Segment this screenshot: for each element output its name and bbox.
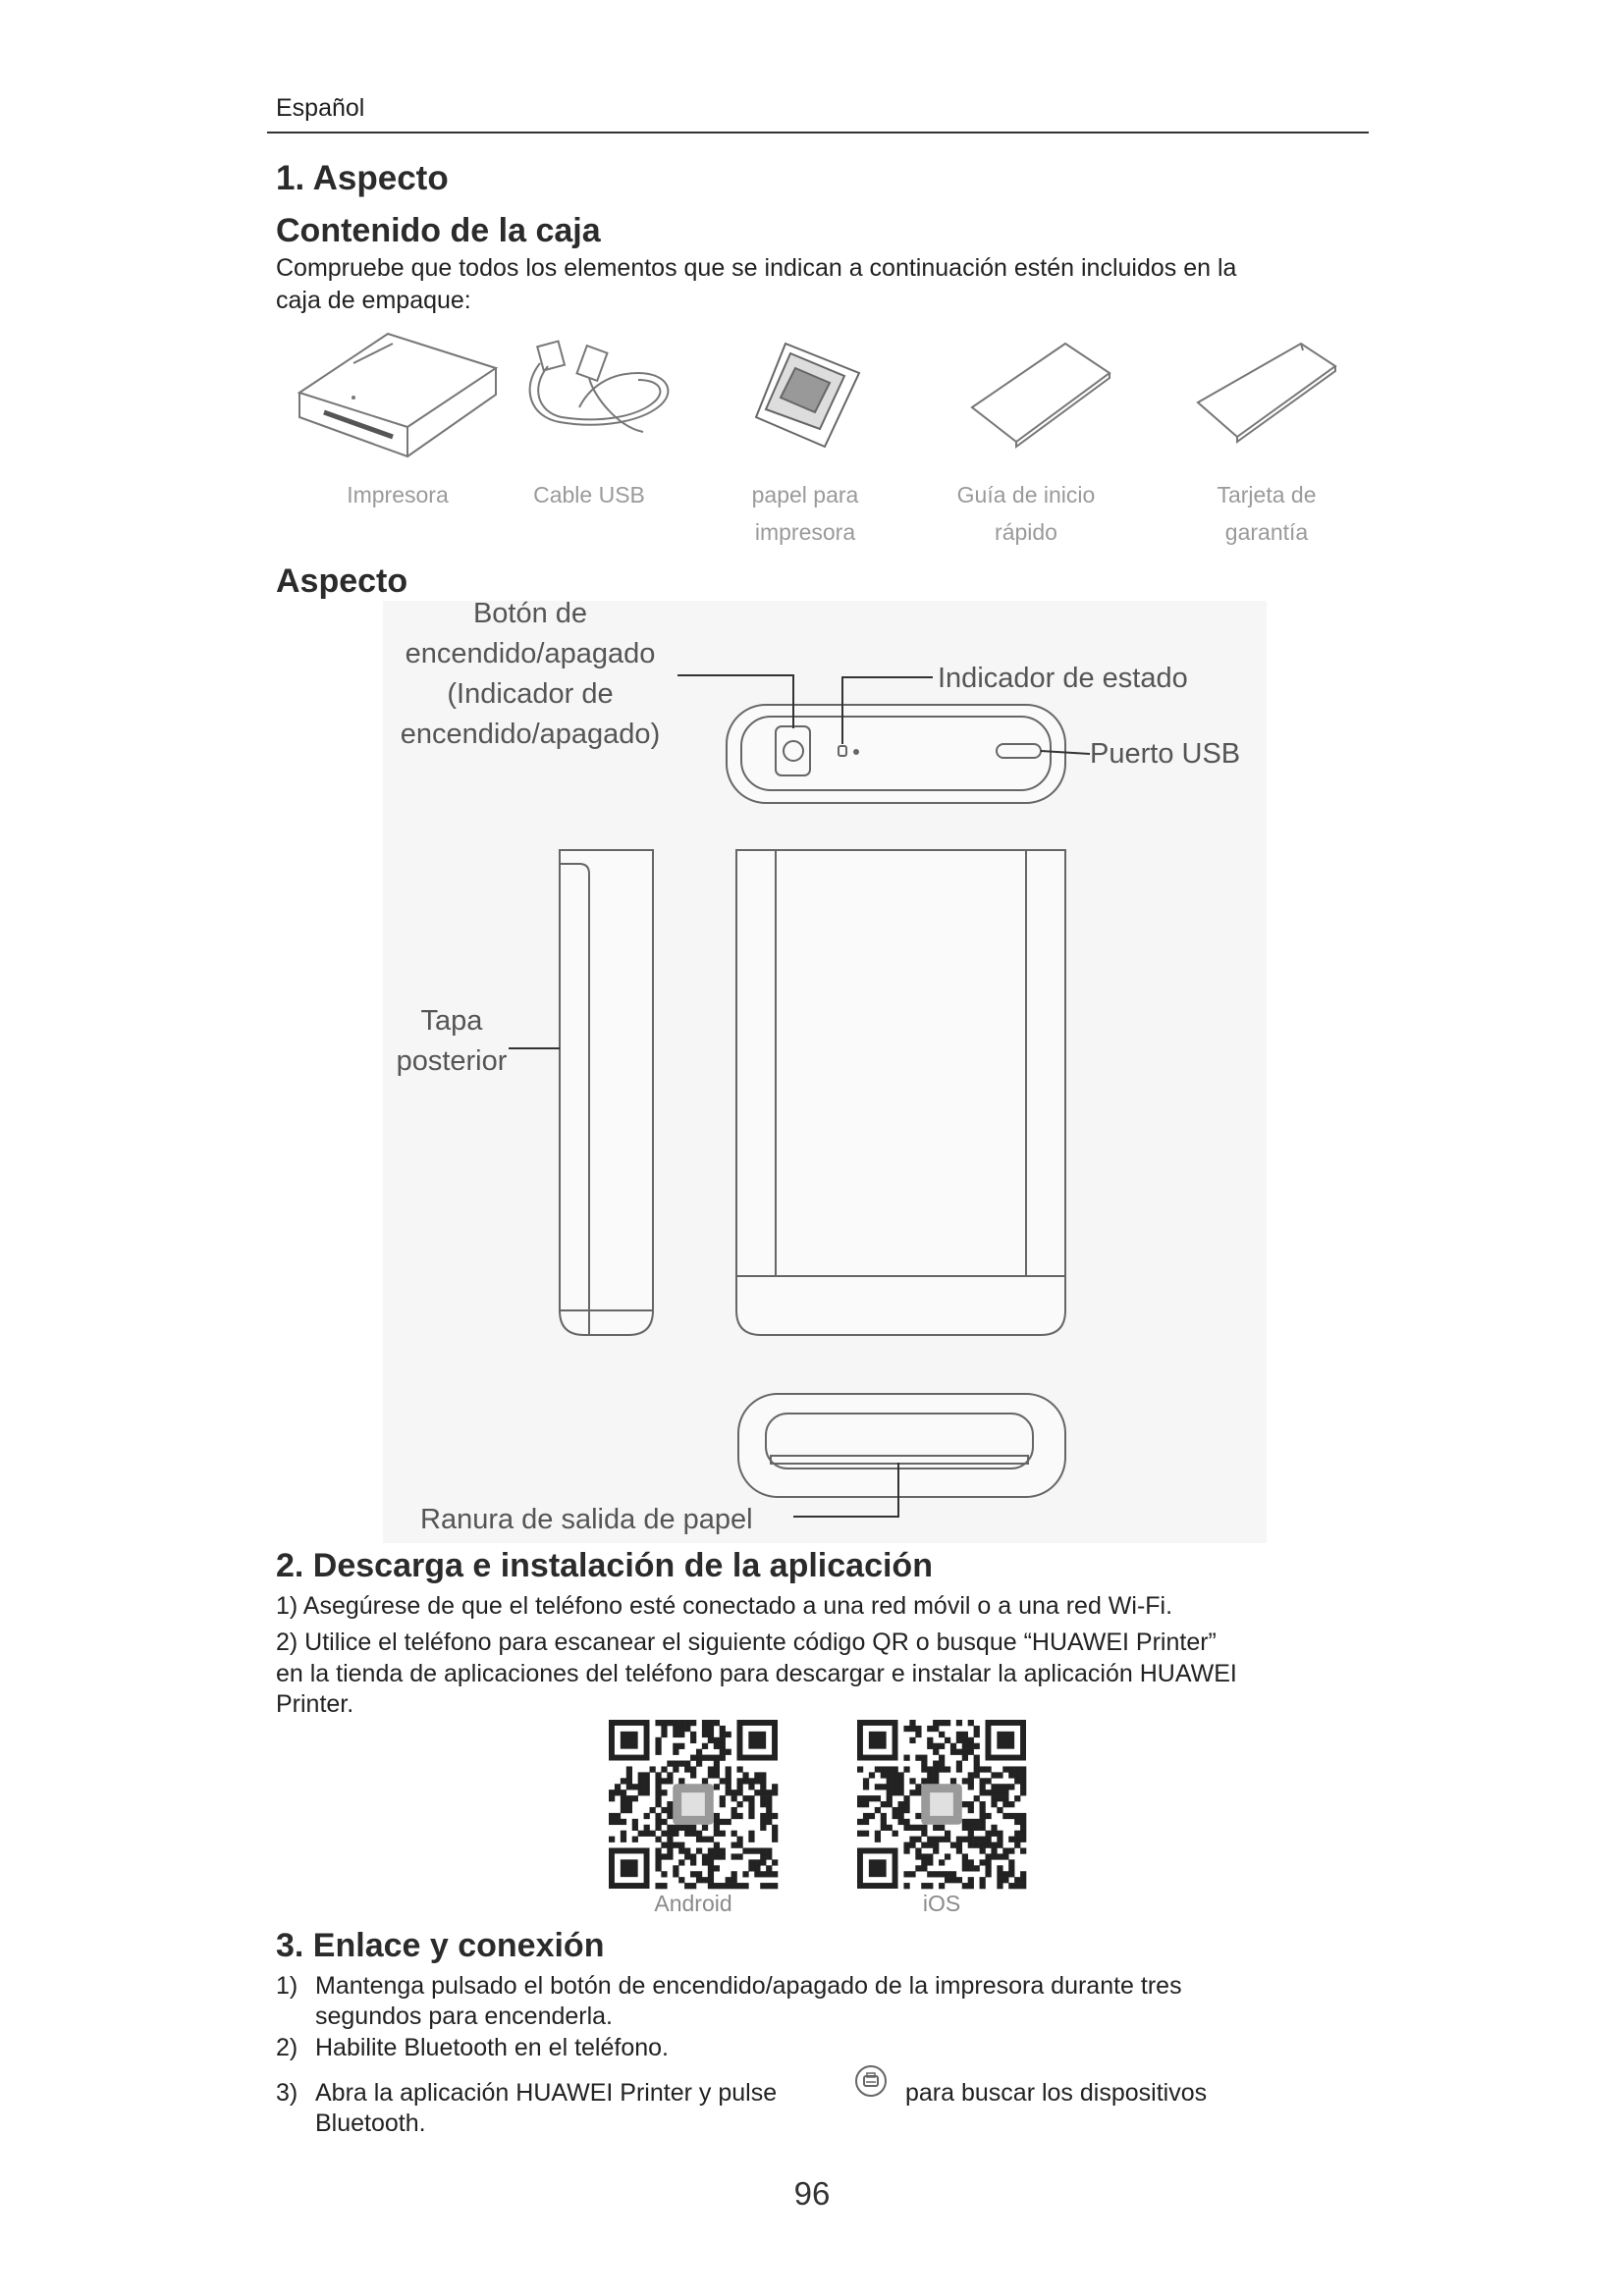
qr-label-ios: iOS bbox=[922, 1891, 961, 1916]
item-caption-quick-guide: Guía de inicio rápido bbox=[956, 482, 1096, 545]
back-cover-label: Tapa posterior bbox=[396, 1005, 508, 1077]
item-caption-printer: Impresora bbox=[347, 482, 449, 507]
page-number: 96 bbox=[793, 2175, 831, 2212]
power-button-label: Botón de encendido/apagado (Indicador de encendido/apagado) bbox=[400, 598, 661, 750]
qr-code-android[interactable] bbox=[609, 1720, 778, 1889]
box-intro-line1: Compruebe que todos los elementos que se indican a continuación estén incluidos en la bbox=[276, 254, 1237, 282]
subsection-title-aspecto: Aspecto bbox=[276, 562, 408, 600]
language-label: Español bbox=[276, 94, 365, 122]
pairing-step-1: 1) Mantenga pulsado el botón de encendido/apagado de la impresora durante tres segundos para encenderla. bbox=[276, 1972, 1182, 2030]
item-caption-warranty: Tarjeta de garantía bbox=[1217, 482, 1317, 545]
item-caption-paper: papel para impresora bbox=[751, 482, 859, 545]
printer-search-icon[interactable] bbox=[854, 2064, 888, 2098]
box-intro-line2: caja de empaque: bbox=[276, 287, 471, 314]
qr-label-android: Android bbox=[654, 1891, 732, 1916]
download-step2-line3: Printer. bbox=[276, 1690, 354, 1718]
pairing-step-3: 3) Abra la aplicación HUAWEI Printer y pulse para buscar los dispositivos Bluetooth. bbox=[276, 2079, 1208, 2137]
section-title-aspecto: 1. Aspecto bbox=[276, 159, 449, 197]
download-step2-line2: en la tienda de aplicaciones del teléfono para descargar e instalar la aplicación HUAWEI bbox=[276, 1660, 1237, 1687]
usb-port-label: Puerto USB bbox=[1090, 738, 1241, 770]
subsection-title-contenido: Contenido de la caja bbox=[276, 212, 601, 249]
status-indicator-label: Indicador de estado bbox=[938, 663, 1188, 694]
section-title-enlace: 3. Enlace y conexión bbox=[276, 1927, 605, 1964]
download-step2-line1: 2) Utilice el teléfono para escanear el siguiente código QR o busque “HUAWEI Printer” bbox=[276, 1629, 1217, 1656]
item-caption-usb-cable: Cable USB bbox=[533, 482, 645, 507]
qr-code-ios[interactable] bbox=[857, 1720, 1026, 1889]
section-title-descarga: 2. Descarga e instalación de la aplicación bbox=[276, 1547, 933, 1584]
paper-slot-label: Ranura de salida de papel bbox=[420, 1504, 753, 1535]
pairing-step-2: 2) Habilite Bluetooth en el teléfono. bbox=[276, 2034, 669, 2061]
download-step1: 1) Asegúrese de que el teléfono esté conectado a una red móvil o a una red Wi-Fi. bbox=[276, 1592, 1173, 1620]
